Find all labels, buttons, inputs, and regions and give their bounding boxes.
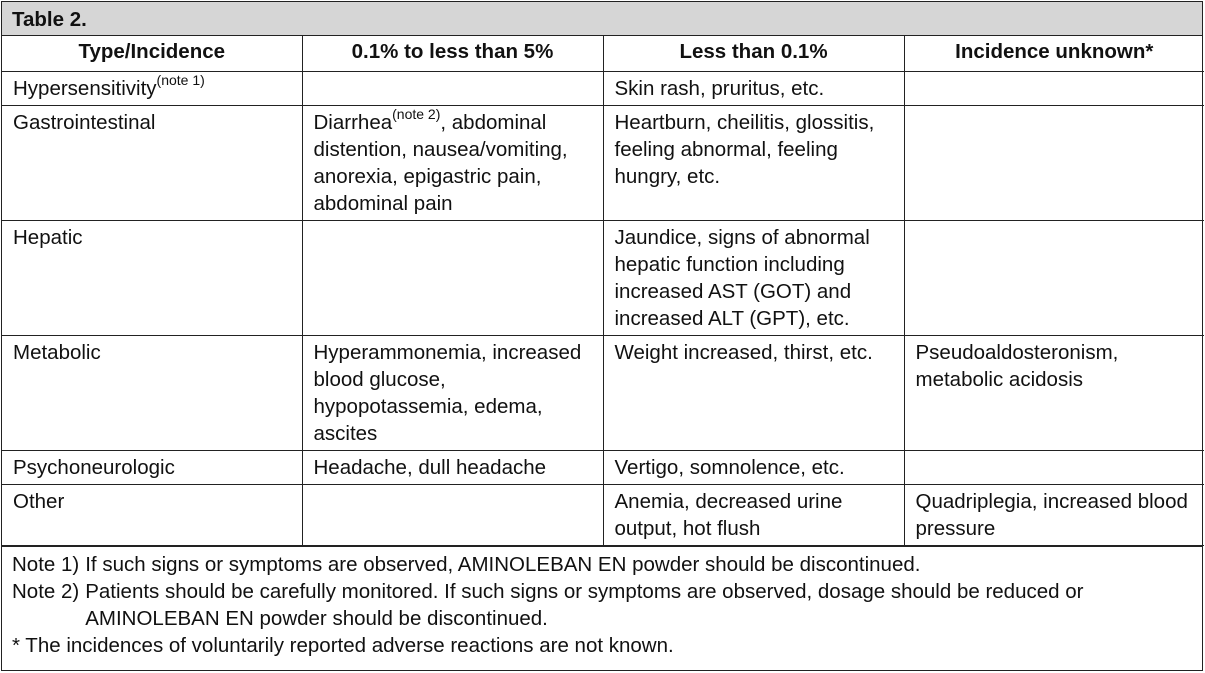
frequent-cell <box>302 220 603 335</box>
rare-cell: Weight increased, thirst, etc. <box>603 335 904 450</box>
frequent-cell: Hyperammonemia, increased blood glucose, hypopotassemia, edema, ascites <box>302 335 603 450</box>
table-row <box>2 335 1204 450</box>
type-cell: Gastrointestinal <box>2 105 302 220</box>
unknown-cell <box>904 71 1204 105</box>
note-label: Note 1) <box>12 552 80 576</box>
frequent-cell <box>302 484 603 545</box>
note-text: If such signs or symptoms are observed, AMINOLEBAN EN powder should be discontinued. <box>85 552 921 576</box>
type-cell: Psychoneurologic <box>2 450 302 484</box>
column-header-unknown: Incidence unknown* <box>904 36 1204 71</box>
unknown-cell: Quadriplegia, increased blood pressure <box>904 484 1204 545</box>
rare-cell: Vertigo, somnolence, etc. <box>603 450 904 484</box>
column-header-rare: Less than 0.1% <box>603 36 904 71</box>
type-cell: Hepatic <box>2 220 302 335</box>
type-cell: Hypersensitivity$^{(note 1)}$ <box>2 71 302 105</box>
table-row <box>2 450 1204 484</box>
frequent-cell: Diarrhea$^{(note 2)}$, abdominal distention, nausea/vomiting, anorexia, epigastric pain, abdominal pain <box>302 105 603 220</box>
table-notes <box>2 546 1202 659</box>
header-row <box>2 36 1204 71</box>
frequent-cell <box>302 71 603 105</box>
table-row <box>2 484 1204 545</box>
table-row <box>2 220 1204 335</box>
column-header-frequent: 0.1% to less than 5% <box>302 36 603 71</box>
frequent-cell: Headache, dull headache <box>302 450 603 484</box>
table-row <box>2 105 1204 220</box>
footnote: * The incidences of voluntarily reported adverse reactions are not known. <box>12 633 674 657</box>
adverse-reactions-table <box>2 36 1204 546</box>
table-title: Table 2. <box>2 2 1202 36</box>
type-cell: Other <box>2 484 302 545</box>
column-header-type: Type/Incidence <box>2 36 302 71</box>
note-text: Patients should be carefully monitored. If such signs or symptoms are observed, dosage should be reduced or AMINOLEBAN EN powder should be discontinued. <box>85 579 1084 630</box>
rare-cell: Heartburn, cheilitis, glossitis, feeling abnormal, feeling hungry, etc. <box>603 105 904 220</box>
rare-cell: Skin rash, pruritus, etc. <box>603 71 904 105</box>
note-1 <box>12 551 1192 578</box>
unknown-cell <box>904 220 1204 335</box>
rare-cell: Anemia, decreased urine output, hot flush <box>603 484 904 545</box>
rare-cell: Jaundice, signs of abnormal hepatic function including increased AST (GOT) and increased ALT (GPT), etc. <box>603 220 904 335</box>
unknown-cell <box>904 105 1204 220</box>
note-2 <box>12 578 1192 632</box>
note-ref: (note 2) <box>392 105 441 122</box>
note-ref: (note 1) <box>156 71 205 88</box>
adverse-reactions-table-container <box>1 1 1203 671</box>
type-cell: Metabolic <box>2 335 302 450</box>
unknown-cell <box>904 450 1204 484</box>
unknown-cell: Pseudoaldosteronism, metabolic acidosis <box>904 335 1204 450</box>
note-label: Note 2) <box>12 579 80 603</box>
table-row <box>2 71 1204 105</box>
